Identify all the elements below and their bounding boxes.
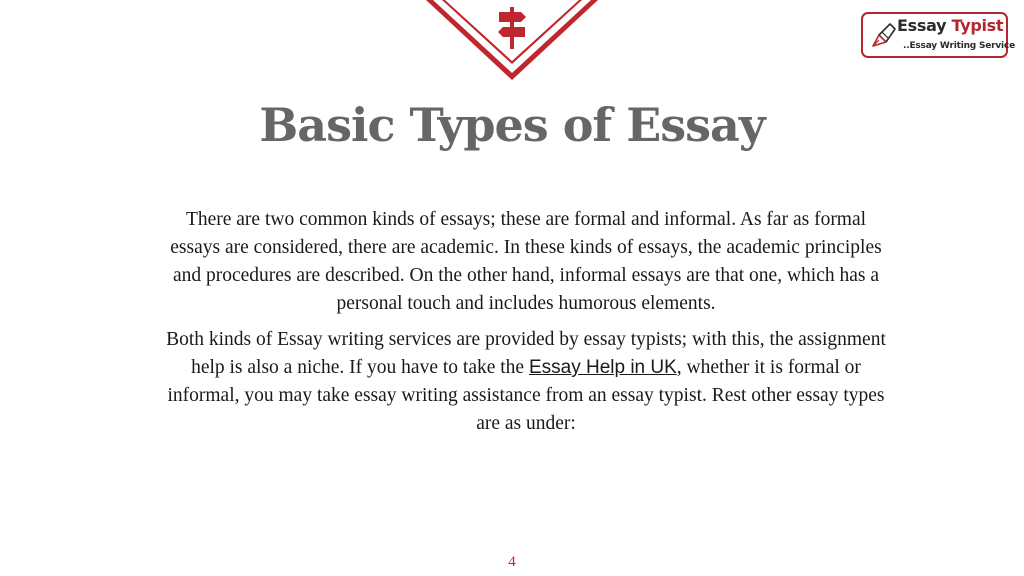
logo-word-typist: Typist <box>951 16 1004 35</box>
services-text-after-link: , whether it is formal or informal, you may take essay writing assistance from an essay typist. Rest other essay types are as under: <box>167 357 885 434</box>
essay-help-uk-link[interactable]: Essay Help in UK <box>528 357 677 378</box>
logo-wordmark <box>897 16 1003 36</box>
logo-tagline: ..Essay Writing Service <box>903 41 1015 51</box>
logo-word-essay: Essay <box>897 16 947 35</box>
page-title: Basic Types of Essay <box>259 98 765 152</box>
services-paragraph <box>160 326 892 438</box>
page-number: 4 <box>508 554 516 570</box>
intro-paragraph: There are two common kinds of essays; these are formal and informal. As far as formal essays are considered, there are academic. In these kinds of essays, the academic principles and procedures are described. On the other hand, informal essays are that one, which has a personal touch and includes humorous elements. <box>170 209 882 314</box>
essay-typist-logo[interactable] <box>861 12 1015 58</box>
top-chevron-badge <box>426 0 598 82</box>
fountain-pen-icon <box>869 22 897 50</box>
services-text-before-link: Both kinds of Essay writing services are provided by essay typists; with this, the assignment help is also a niche. If you have to take the <box>166 329 886 378</box>
